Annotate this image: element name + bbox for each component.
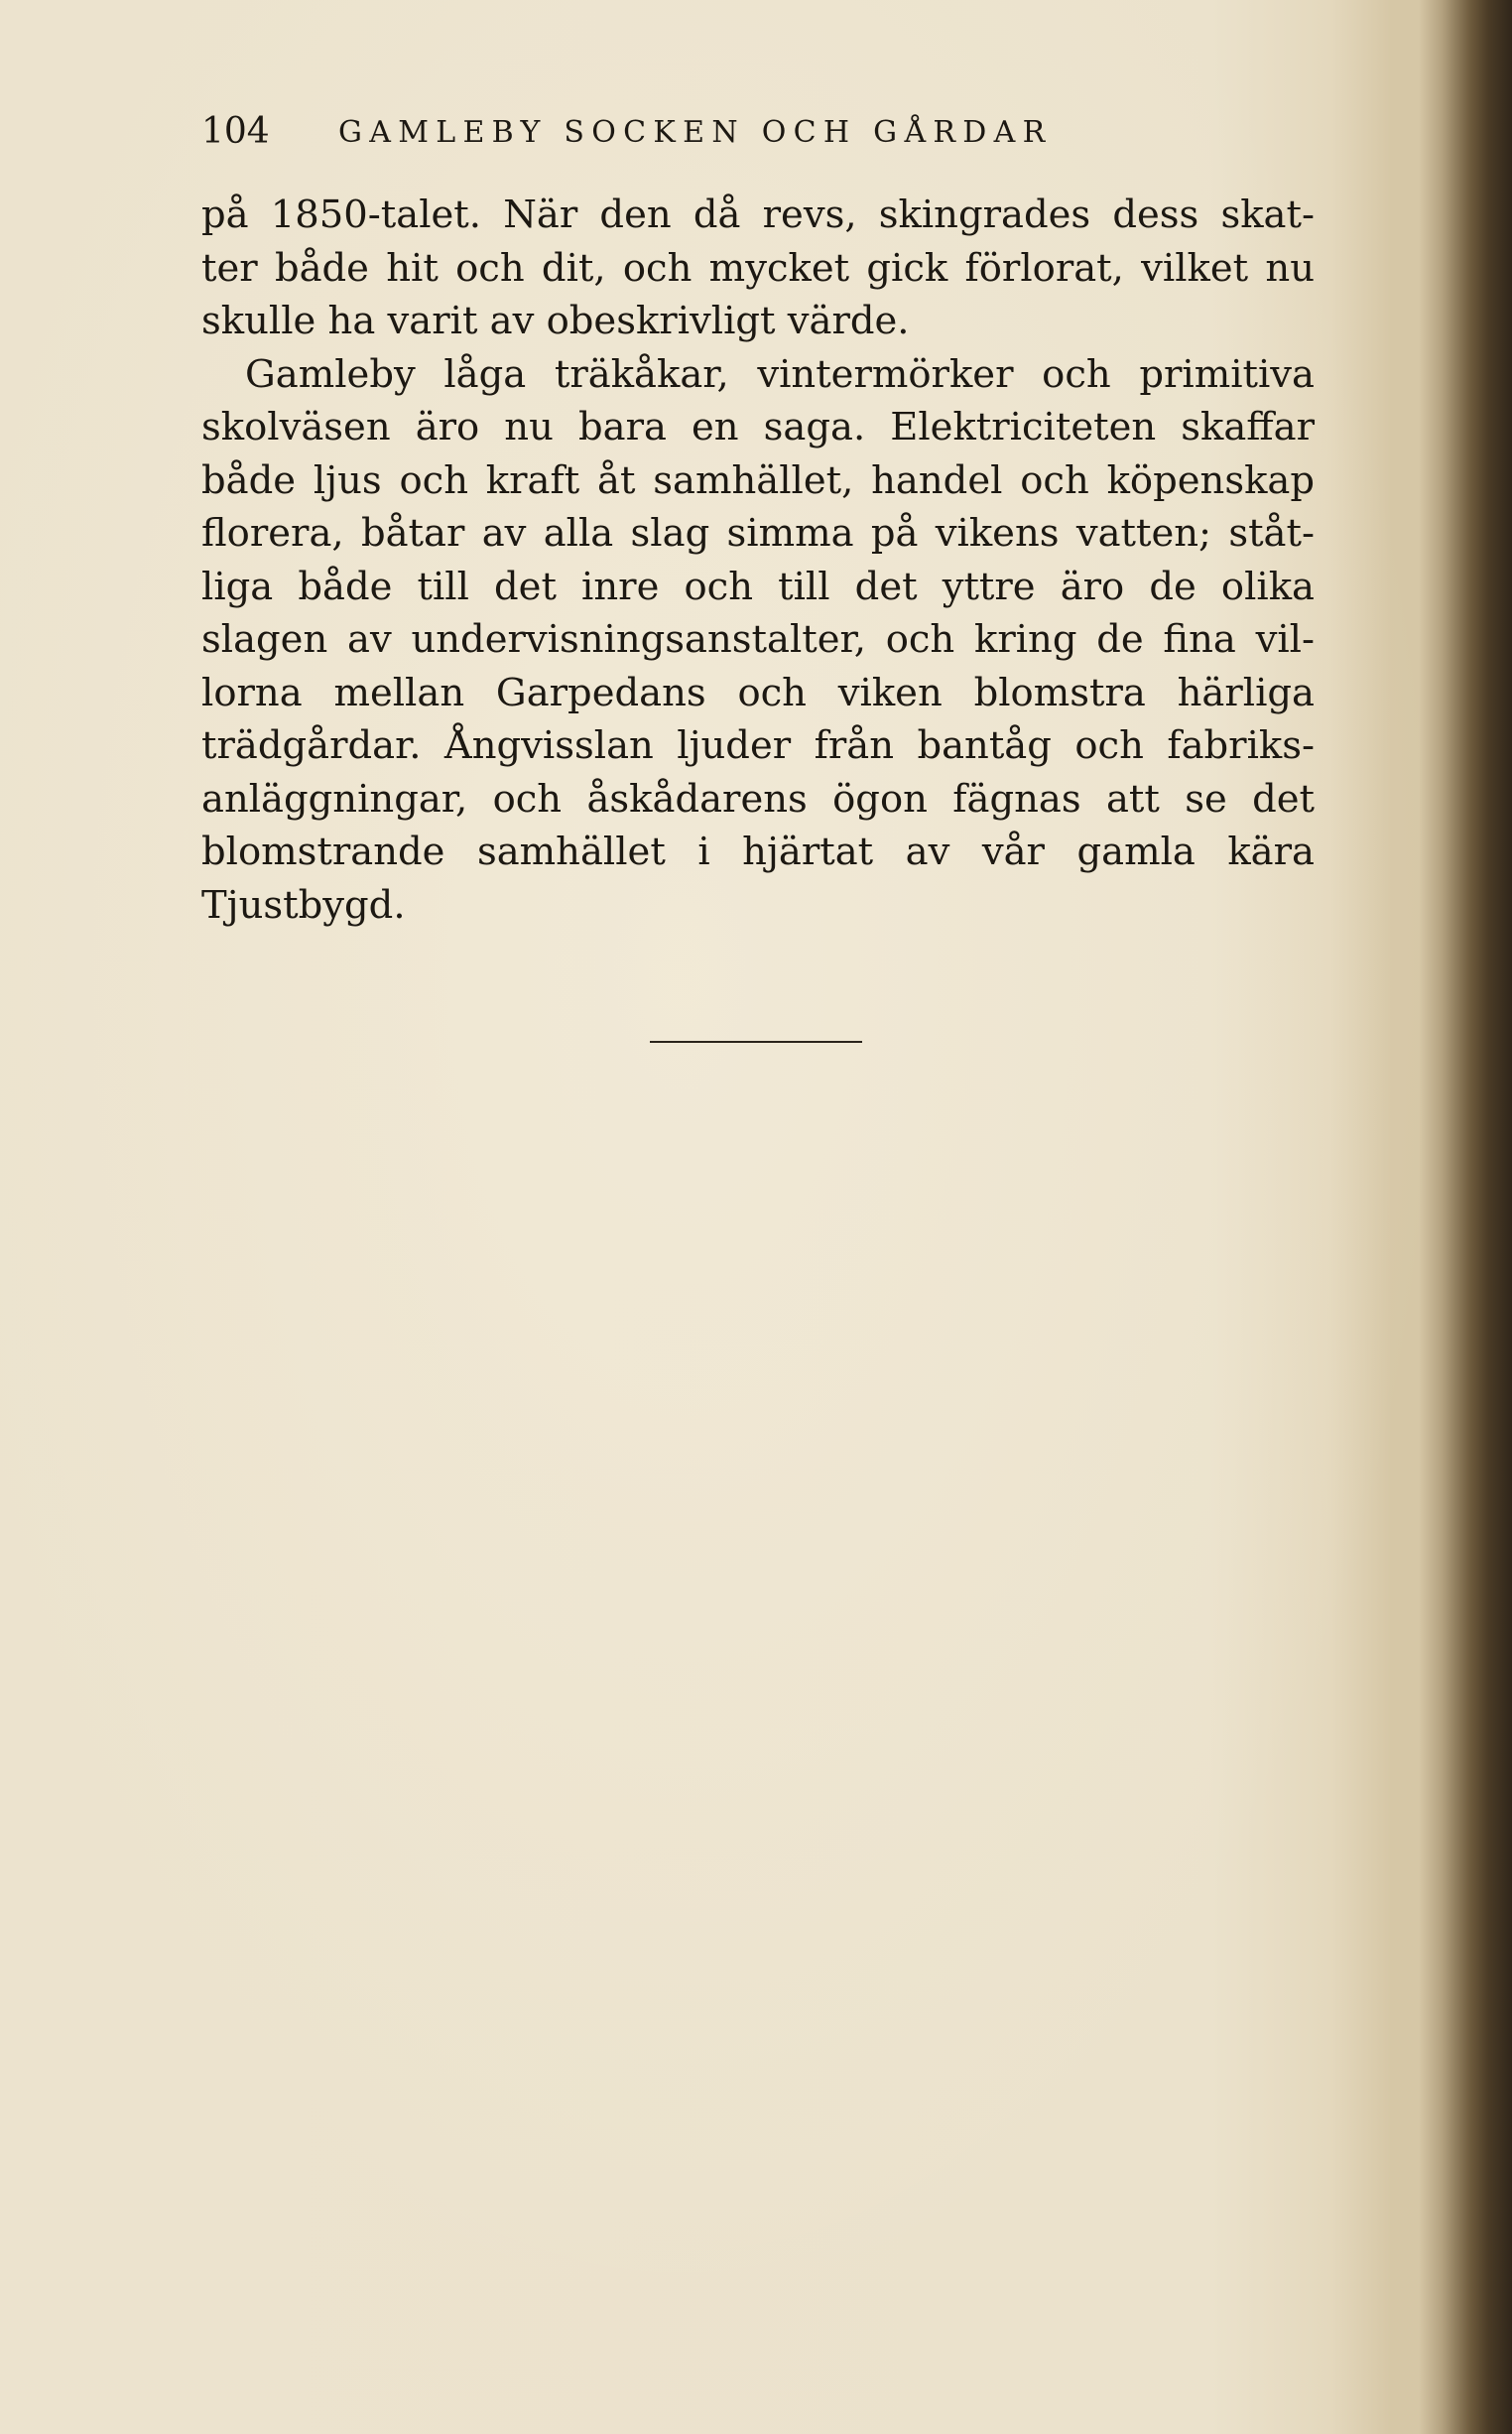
text-line: trädgårdar. Ångvisslan ljuder från bantåg och fabriks-: [201, 723, 1315, 768]
page-gutter-shadow: [1419, 0, 1512, 2434]
text-line: liga både till det inre och till det yttre äro de olika: [201, 564, 1315, 609]
page-number: 104: [201, 111, 270, 152]
page-header: [201, 111, 1194, 161]
running-title: GAMLEBY SOCKEN OCH GÅRDAR: [338, 115, 1053, 150]
text-line: ter både hit och dit, och mycket gick förlorat, vilket nu: [201, 245, 1315, 291]
text-line: anläggningar, och åskådarens ögon fägnas att se det: [201, 776, 1315, 822]
text-line: florera, båtar av alla slag simma på vikens vatten; ståt-: [201, 511, 1315, 556]
text-line: Gamleby låga träkåkar, vintermörker och primitiva: [245, 351, 1315, 397]
text-line: skulle ha varit av obeskrivligt värde.: [201, 299, 910, 343]
text-line: på 1850-talet. När den då revs, skingrades dess skat-: [201, 192, 1315, 237]
text-line: skolväsen äro nu bara en saga. Elektriciteten skaffar: [201, 405, 1315, 449]
text-line: både ljus och kraft åt samhället, handel och köpenskap: [201, 457, 1315, 503]
text-line: blomstrande samhället i hjärtat av vår gamla kära: [201, 830, 1315, 874]
text-line: slagen av undervisningsanstalter, och kring de fina vil-: [201, 617, 1315, 662]
body-text: [201, 189, 1315, 932]
text-line: Tjustbygd.: [201, 882, 406, 928]
section-divider: [650, 1041, 862, 1043]
text-line: lorna mellan Garpedans och viken blomstra härliga: [201, 670, 1315, 715]
